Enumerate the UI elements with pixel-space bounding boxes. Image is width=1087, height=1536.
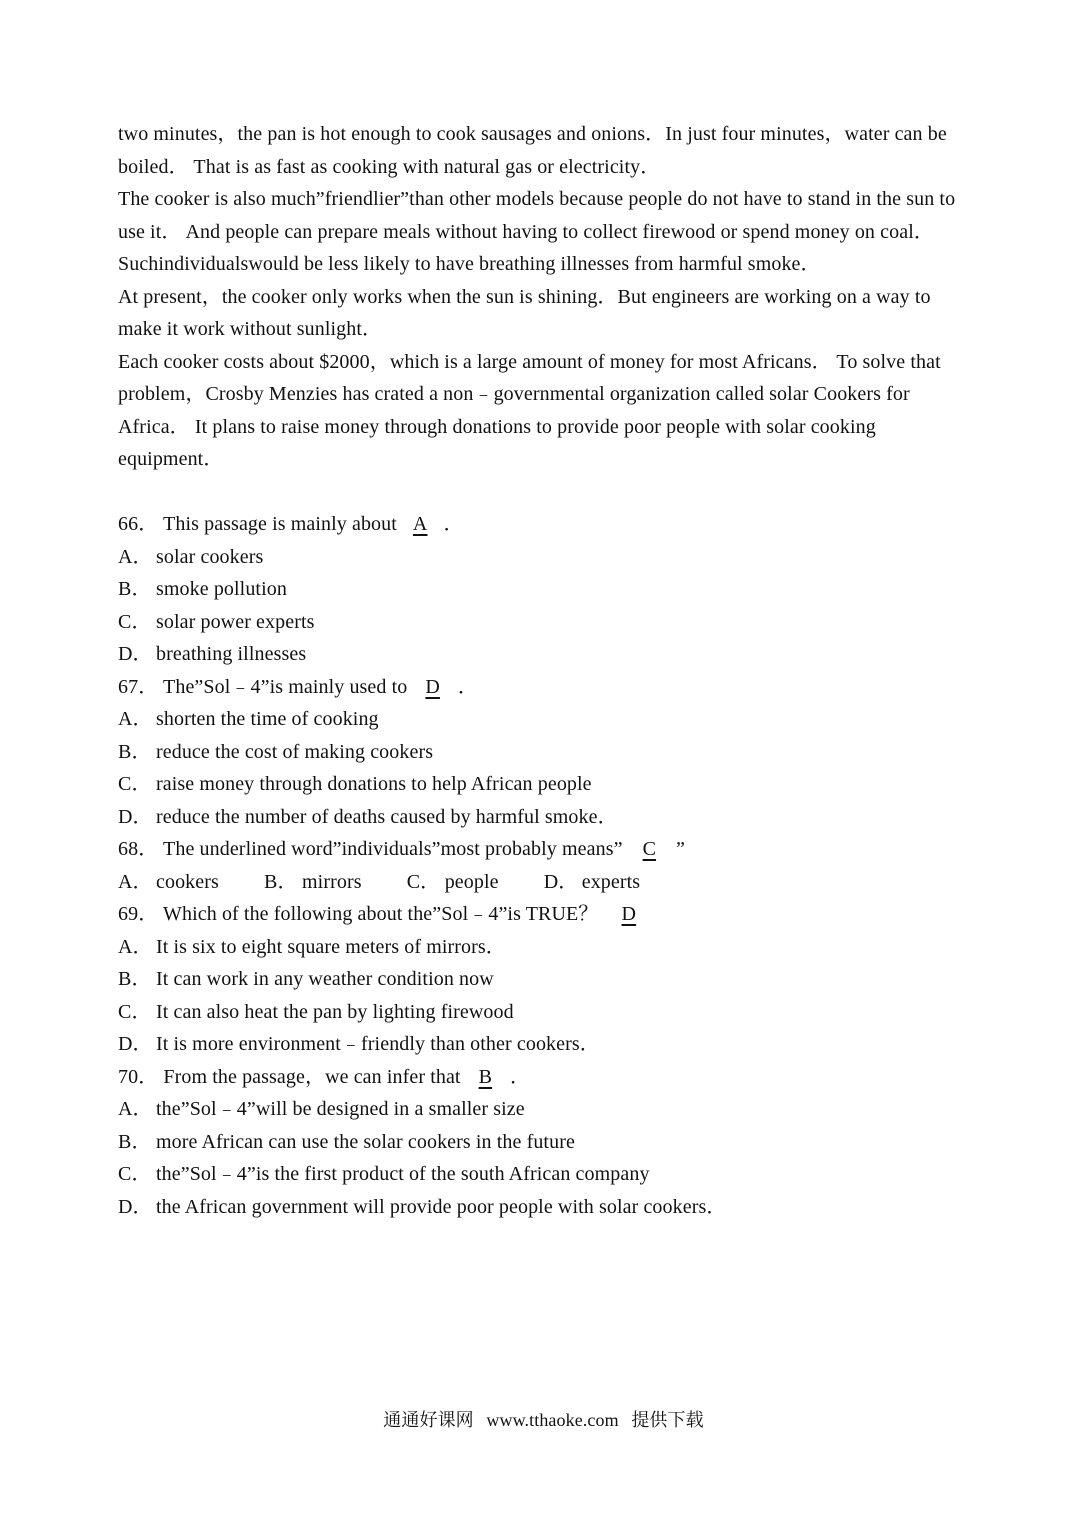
option-text: the”Sol﹣4”will be designed in a smaller size <box>156 1098 525 1120</box>
option-letter: A． <box>118 545 153 568</box>
option-b <box>264 866 362 899</box>
option-d <box>118 801 978 834</box>
option-d <box>118 638 978 671</box>
question-text: 67． The”Sol﹣4”is mainly used to <box>118 675 408 698</box>
option-d <box>118 1028 978 1061</box>
footer-site-name: 通通好课网 <box>383 1410 474 1430</box>
question-suffix: ． <box>443 513 464 535</box>
option-b <box>118 736 978 769</box>
passage-paragraph: At present，the cooker only works when the sun is shining．But engineers are working on a way to make it work without sunlight． <box>118 285 931 340</box>
question-suffix: ． <box>457 675 479 698</box>
option-b <box>118 963 978 996</box>
option-letter: C． <box>118 610 152 633</box>
question-suffix: ． <box>510 1065 531 1088</box>
option-b <box>118 1126 978 1159</box>
question-67 <box>118 671 978 704</box>
option-letter: B． <box>118 578 152 600</box>
option-text: reduce the cost of making cookers <box>156 740 434 763</box>
option-letter: A． <box>118 870 153 893</box>
footer-url[interactable]: www.tthaoke.com <box>486 1410 619 1430</box>
option-letter: D． <box>118 643 153 665</box>
option-a <box>118 541 978 574</box>
option-a <box>118 703 978 736</box>
answer-blank: C <box>642 838 657 860</box>
question-66 <box>118 508 978 541</box>
option-letter: B． <box>264 870 298 893</box>
option-c <box>118 996 978 1029</box>
footer-note: 提供下载 <box>631 1410 704 1430</box>
option-letter: B． <box>118 968 152 990</box>
question-suffix: ” <box>676 838 686 860</box>
question-text: 70． From the passage，we can infer that <box>118 1065 461 1088</box>
option-text: It can also heat the pan by lighting firewood <box>156 1000 514 1023</box>
option-letter: D． <box>118 1195 153 1218</box>
question-68 <box>118 833 978 866</box>
answer-blank: A <box>412 513 428 535</box>
question-list <box>118 508 978 1223</box>
question-text: 68． The underlined word”individuals”most probably means” <box>118 838 623 860</box>
passage-paragraph: The cooker is also much”friendlier”than other models because people do not have to stand in the sun to use it． And people can prepare meals without having to collect firewood or spend money on coal． Suchindividualswould be less likely to have breathing illnesses from harmful smoke． <box>118 188 956 275</box>
option-text: people <box>444 870 499 893</box>
option-letter: C． <box>118 1000 152 1023</box>
option-text: the African government will provide poor people with solar cookers． <box>156 1195 727 1218</box>
option-letter: D． <box>543 870 579 893</box>
option-d <box>544 866 640 899</box>
option-text: It is six to eight square meters of mirrors． <box>156 935 506 958</box>
option-letter: B． <box>118 1130 152 1153</box>
option-text: breathing illnesses <box>156 643 307 665</box>
option-a <box>118 1093 978 1126</box>
option-text: smoke pollution <box>156 578 287 600</box>
option-c <box>118 768 978 801</box>
option-text: experts <box>581 870 641 893</box>
option-c <box>118 606 978 639</box>
option-a <box>118 931 978 964</box>
option-text: solar cookers <box>156 545 264 568</box>
option-c <box>407 866 499 899</box>
option-text: cookers <box>156 870 219 893</box>
option-letter: C． <box>118 1163 152 1185</box>
option-text: reduce the number of deaths caused by harmful smoke． <box>156 805 618 828</box>
option-letter: A． <box>118 708 153 730</box>
option-text: It can work in any weather condition now <box>156 968 494 990</box>
option-text: the”Sol﹣4”is the first product of the south African company <box>156 1163 650 1185</box>
option-a <box>118 866 219 899</box>
option-text: more African can use the solar cookers in the future <box>156 1130 575 1153</box>
option-letter: D． <box>118 805 153 828</box>
option-letter: C． <box>118 773 152 795</box>
answer-blank: D <box>621 903 637 925</box>
question-text: 69． Which of the following about the”Sol﹣4”is TRUE？ <box>118 903 599 925</box>
answer-blank: D <box>425 675 440 698</box>
option-text: mirrors <box>302 870 362 893</box>
option-letter: D． <box>118 1033 153 1055</box>
option-c <box>118 1158 978 1191</box>
option-d <box>118 1191 978 1224</box>
option-text: shorten the time of cooking <box>156 708 379 730</box>
question-69 <box>118 898 978 931</box>
option-text: It is more environment﹣friendly than other cookers． <box>156 1033 600 1055</box>
question-text: 66． This passage is mainly about <box>118 513 397 535</box>
page-footer <box>0 1405 1087 1435</box>
option-letter: A． <box>118 935 153 958</box>
option-b <box>118 573 978 606</box>
inline-options <box>118 866 978 899</box>
option-letter: B． <box>118 740 152 763</box>
passage-paragraph: two minutes，the pan is hot enough to cook sausages and onions．In just four minutes，water can be boiled． That is as fast as cooking with natural gas or electricity． <box>118 123 947 178</box>
answer-blank: B <box>478 1065 493 1088</box>
option-text: solar power experts <box>156 610 315 633</box>
question-70 <box>118 1061 978 1094</box>
option-letter: A． <box>118 1098 153 1120</box>
option-letter: C． <box>406 870 441 893</box>
reading-passage <box>118 118 978 476</box>
passage-paragraph: Each cooker costs about $2000，which is a large amount of money for most Africans． To solve that problem，Crosby Menzies has crated a non﹣governmental organization called solar Cookers for Africa． It plans to raise money through donations to provide poor people with solar cooking equipment． <box>118 350 941 470</box>
option-text: raise money through donations to help African people <box>156 773 592 795</box>
